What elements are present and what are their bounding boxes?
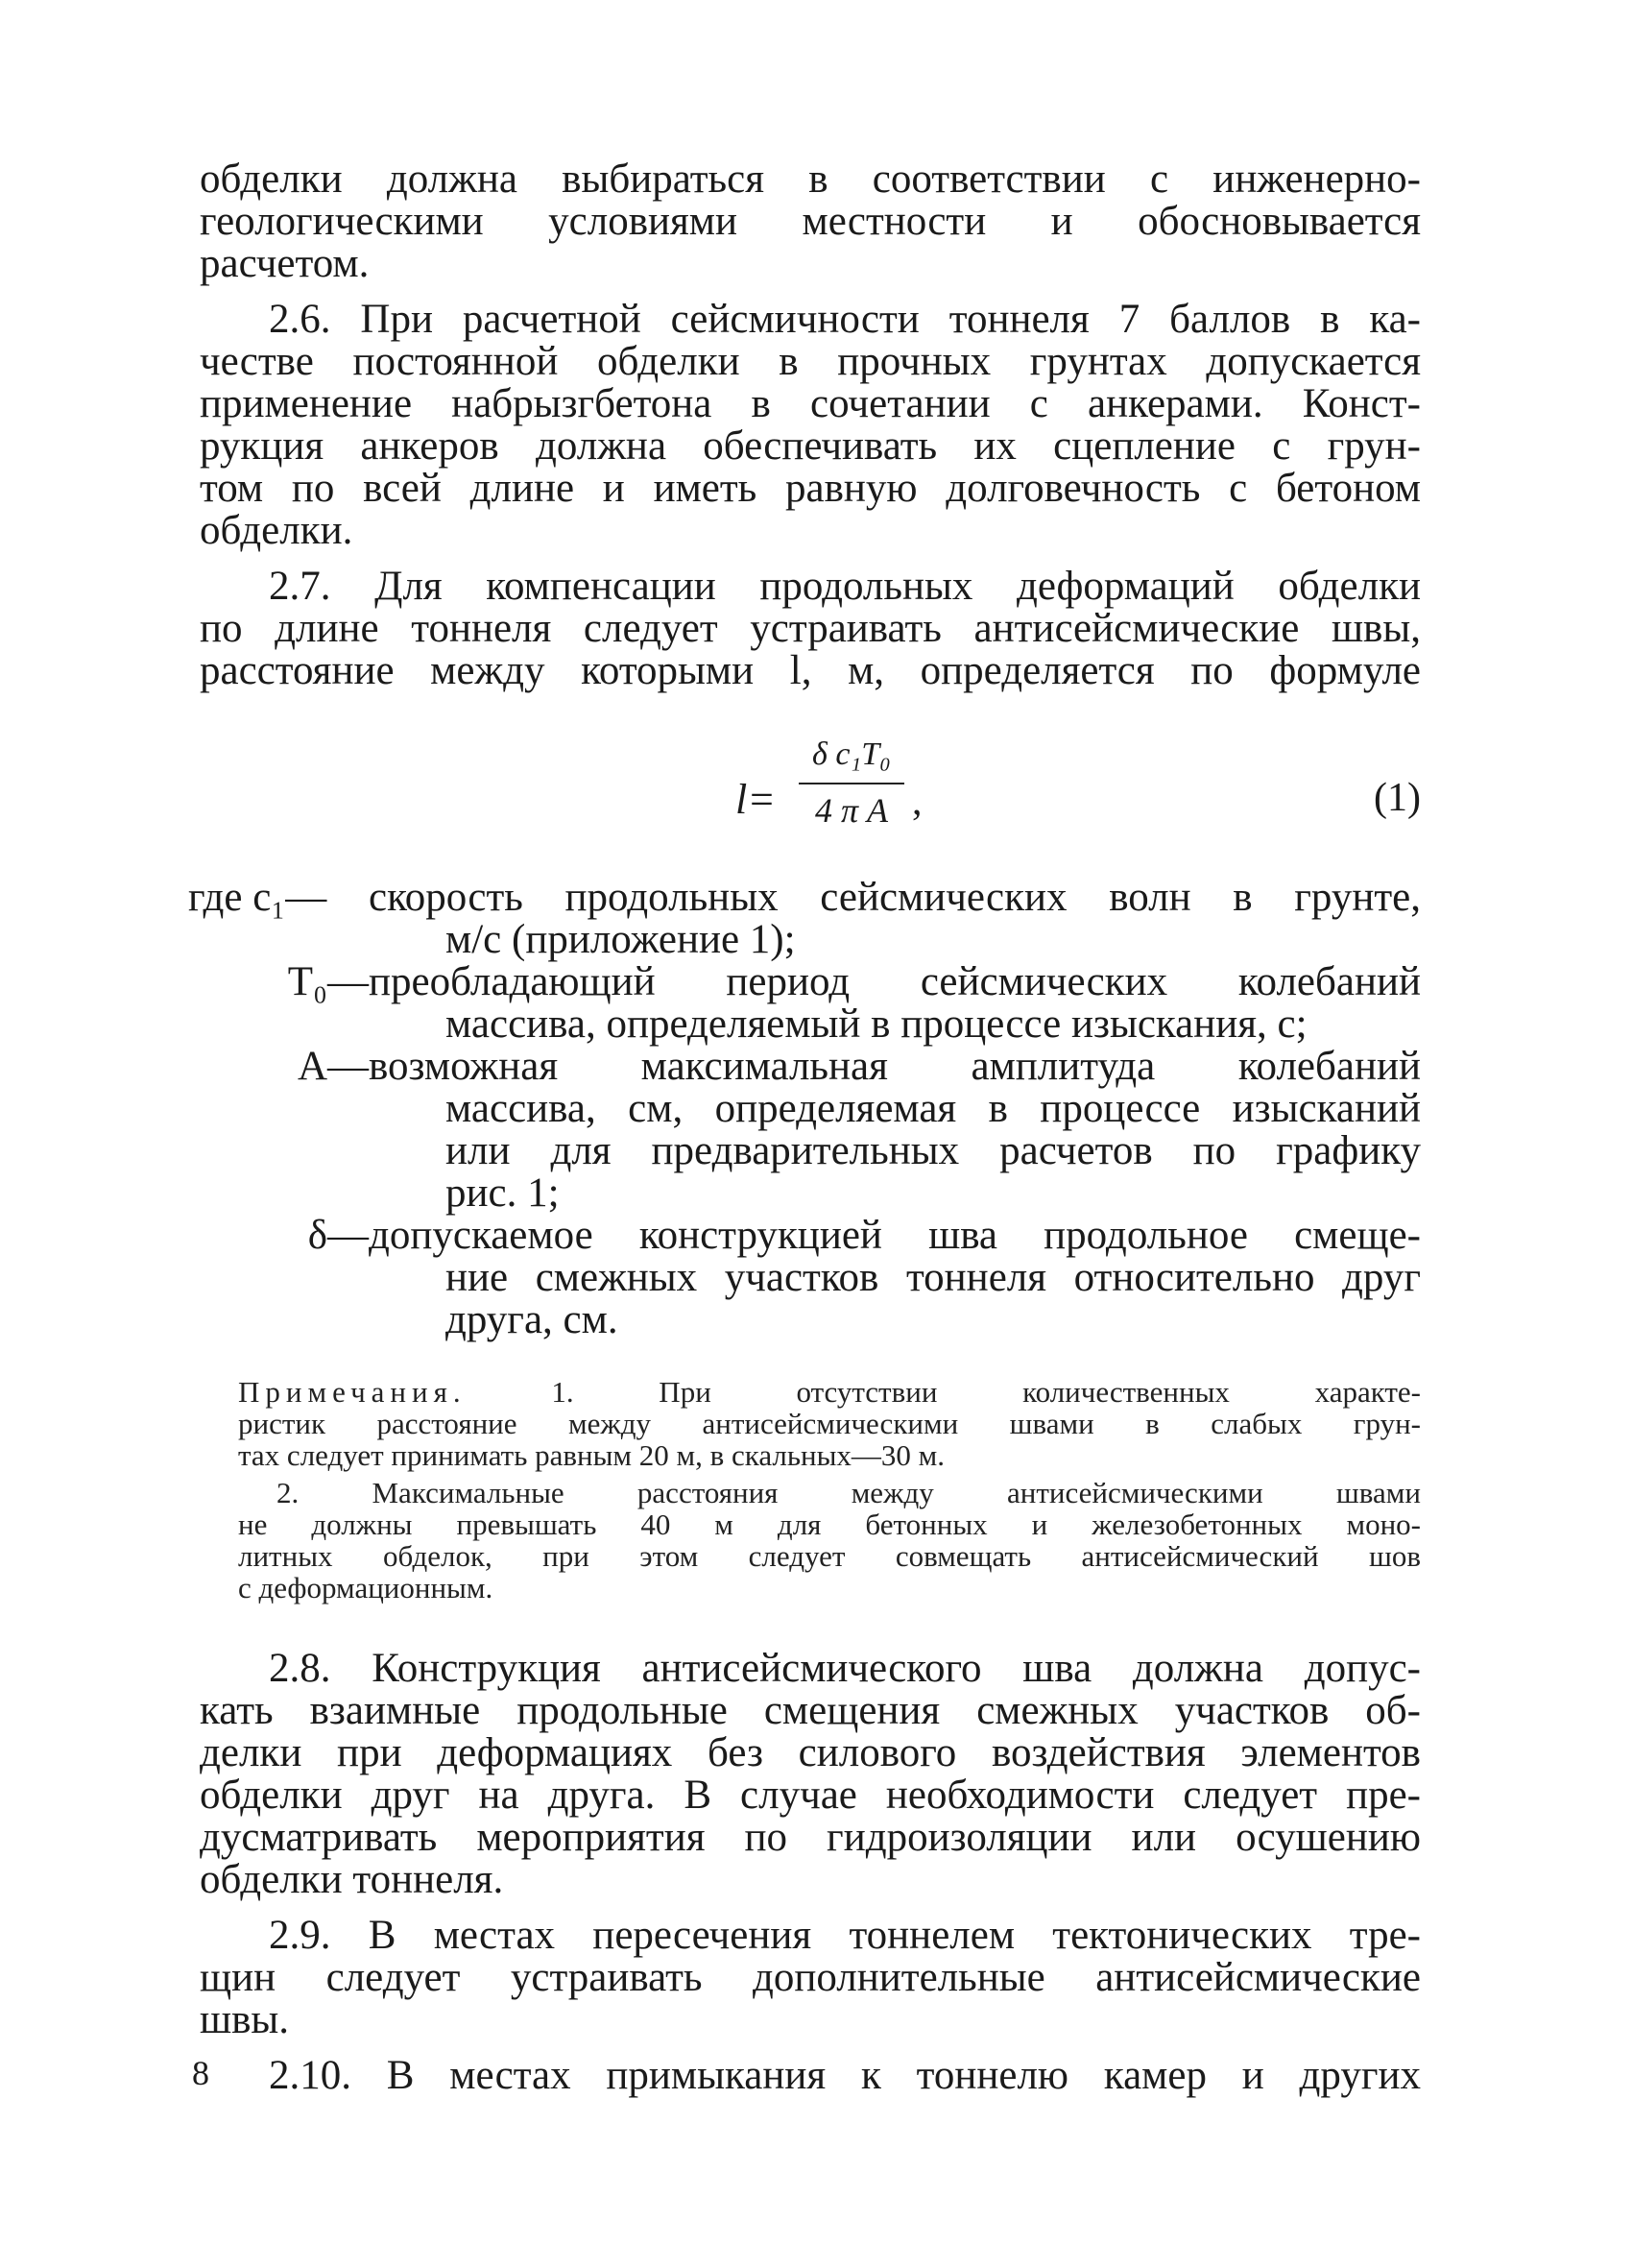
notes-block: [238, 1376, 1421, 1604]
text-line: 2.9. В местах пересечения тоннелем тектонических тре-: [269, 1913, 1421, 1958]
text-line: обделки.: [200, 508, 353, 553]
text-line: друга, см.: [445, 1297, 618, 1342]
definition-term: δ—: [307, 1213, 369, 1258]
paragraph-2-8: [200, 1648, 1421, 1901]
text-line: том по всей длине и иметь равную долговечность с бетоном: [200, 466, 1421, 511]
text-line: 1. При отсутствии количественных характе-: [551, 1375, 1422, 1409]
text-line: щин следует устраивать дополнительные антисейсмические: [200, 1955, 1421, 2000]
text-line: геологическими условиями местности и обосновывается: [200, 199, 1421, 244]
text-line: честве постоянной обделки в прочных грунтах допускается: [200, 339, 1421, 384]
text-line: скорость продольных сейсмических волн в грунте,: [369, 875, 1421, 920]
text-line: тах следует принимать равным 20 м, в скальных—30 м.: [238, 1438, 946, 1472]
formula-fraction: [799, 736, 904, 831]
text-line: расчетом.: [200, 241, 370, 286]
formula-numerator: δ c₁T₀: [812, 736, 891, 772]
text-line: массива, определяемый в процессе изыскания, с;: [445, 1001, 1308, 1047]
definitions-list: [188, 875, 1421, 1342]
definition-c1: [188, 875, 1421, 962]
paragraph-2-9: [200, 1915, 1421, 2041]
notes-heading: Примечания.: [238, 1375, 467, 1409]
definition-term: A—: [297, 1044, 369, 1089]
text-line: 2.6. При расчетной сейсмичности тоннеля 7 баллов в ка-: [269, 297, 1421, 342]
text-line: с деформационным.: [238, 1571, 493, 1604]
formula-denominator: 4 π A: [814, 791, 889, 830]
text-line: или для предварительных расчетов по графику: [445, 1128, 1421, 1173]
text-line: кать взаимные продольные смещения смежных участков об-: [200, 1688, 1421, 1733]
text-line: ние смежных участков тоннеля относительно друг: [445, 1255, 1421, 1300]
text-line: ристик расстояние между антисейсмическими швами в слабых грун-: [238, 1407, 1421, 1440]
page-number: 8: [192, 2054, 209, 2092]
formula-1: [200, 712, 1421, 865]
paragraph-intro: [200, 158, 1421, 285]
formula-comma: ,: [912, 780, 923, 824]
text-line: 2. Максимальные расстояния между антисейсмическими швами: [276, 1476, 1421, 1509]
text-line: дусматривать мероприятия по гидроизоляции или осушению: [200, 1815, 1421, 1860]
definition-term: где c₁—: [188, 875, 327, 920]
formula-lhs: l=: [735, 776, 776, 823]
text-line: массива, см, определяемая в процессе изысканий: [445, 1086, 1421, 1131]
paragraph-2-7: [200, 566, 1421, 692]
text-line: обделки друг на друга. В случае необходимости следует пре-: [200, 1773, 1421, 1818]
text-line: 2.8. Конструкция антисейсмического шва должна допус-: [269, 1646, 1421, 1691]
definition-term: T₀—: [287, 959, 369, 1004]
fraction-bar: [799, 783, 904, 784]
text-line: обделки должна выбираться в соответствии с инженерно-: [200, 157, 1421, 202]
text-line: рис. 1;: [445, 1170, 560, 1216]
text-line: расстояние между которыми l, м, определяется по формуле: [200, 648, 1421, 693]
paragraph-2-10: [200, 2055, 1421, 2097]
text-line: обделки тоннеля.: [200, 1857, 504, 1902]
text-line: делки при деформациях без силового воздействия элементов: [200, 1730, 1421, 1775]
text-line: применение набрызгбетона в сочетании с анкерами. Конст-: [200, 381, 1421, 426]
text-line: 2.7. Для компенсации продольных деформаций обделки: [269, 564, 1421, 609]
text-line: возможная максимальная амплитуда колебаний: [369, 1044, 1421, 1089]
note-1-first-line: [238, 1376, 1421, 1408]
definition-t0: [200, 961, 1421, 1046]
text-line: допускаемое конструкцией шва продольное смеще-: [369, 1213, 1421, 1258]
text-line: швы.: [200, 1997, 290, 2042]
text-line: не должны превышать 40 м для бетонных и железобетонных моно-: [238, 1508, 1421, 1541]
paragraph-2-6: [200, 299, 1421, 552]
definition-delta: [200, 1215, 1421, 1341]
text-line: 2.10. В местах примыкания к тоннелю камер и других: [269, 2053, 1421, 2098]
page-body: [188, 157, 1422, 2098]
text-line: преобладающий период сейсмических колебаний: [369, 959, 1421, 1004]
equation-number: (1): [1374, 776, 1421, 820]
definition-a: [200, 1046, 1421, 1215]
text-line: м/с (приложение 1);: [445, 917, 796, 962]
text-line: литных обделок, при этом следует совмещать антисейсмический шов: [238, 1539, 1421, 1573]
text-line: по длине тоннеля следует устраивать антисейсмические швы,: [200, 606, 1421, 651]
text-line: рукция анкеров должна обеспечивать их сцепление с грун-: [200, 423, 1421, 469]
